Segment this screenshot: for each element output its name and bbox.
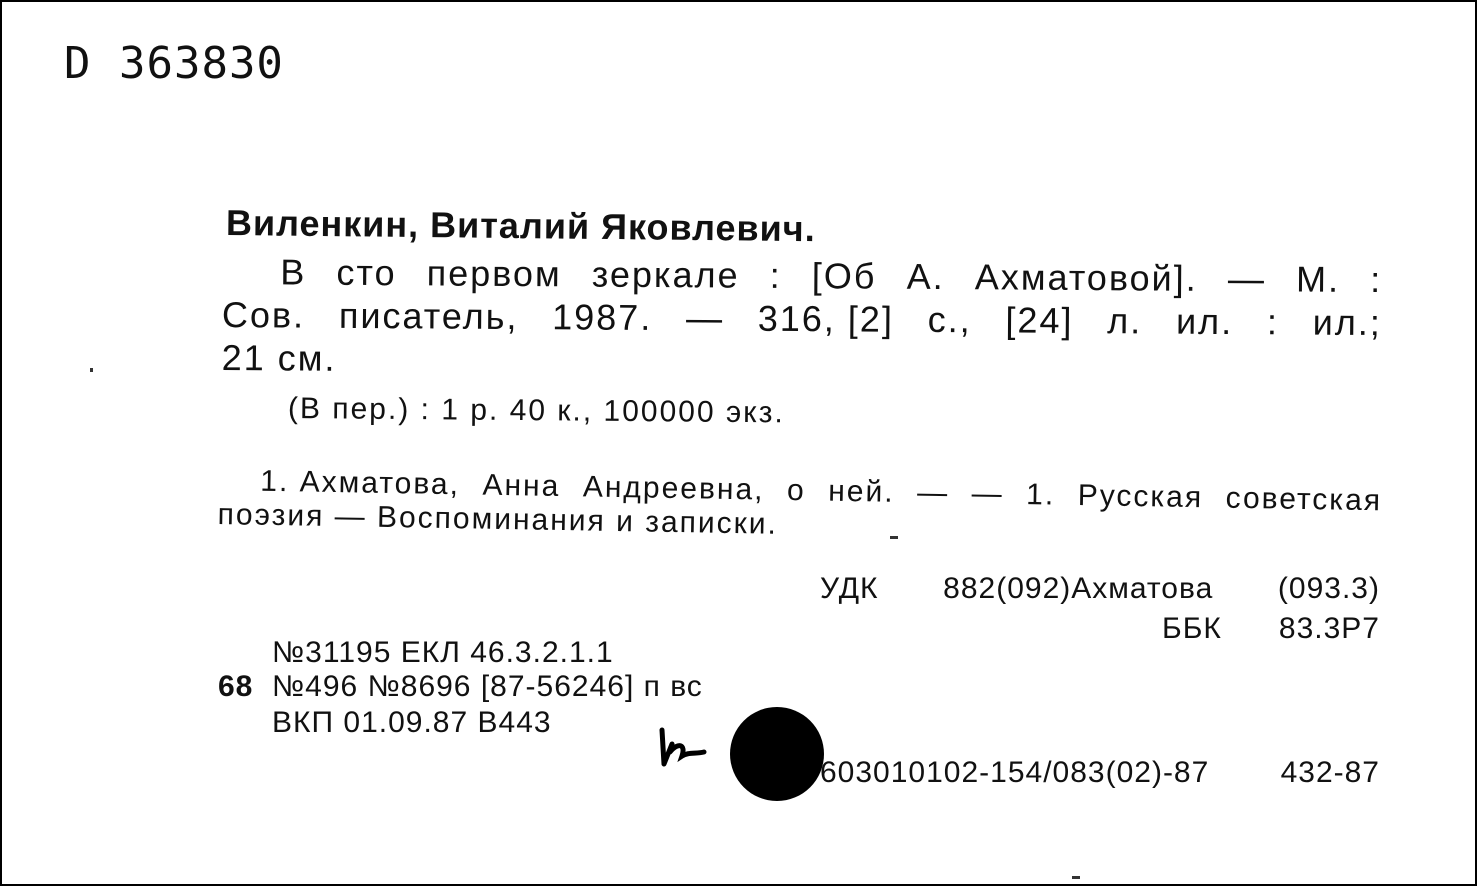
word: 1. Ахматова, xyxy=(260,464,461,502)
bbk-label: ББК xyxy=(1162,612,1222,645)
punch-hole xyxy=(730,707,824,801)
catalog-line: ВКП 01.09.87 В443 xyxy=(272,706,552,739)
subject-headings xyxy=(217,464,1382,552)
binding-price-line: (В пер.) : 1 р. 40 к., 100000 экз. xyxy=(287,392,785,430)
speck xyxy=(890,536,898,539)
publication-number: 432-87 xyxy=(1280,756,1380,789)
inventory-number: D 363830 xyxy=(64,38,284,89)
word: [24] xyxy=(1005,299,1074,341)
word: ил. xyxy=(1175,300,1234,343)
author-heading: Виленкин, Виталий Яковлевич. xyxy=(225,202,816,250)
word: Русская xyxy=(1077,479,1204,515)
word: — xyxy=(916,476,950,510)
bbk-classification xyxy=(1162,612,1380,646)
udc-label: УДК xyxy=(820,572,879,605)
word: : xyxy=(1370,259,1383,301)
publication-code-row xyxy=(820,756,1380,790)
word: с., xyxy=(927,298,972,341)
title-line xyxy=(222,293,1382,344)
speck xyxy=(1072,876,1080,879)
word: писатель, xyxy=(338,294,519,338)
word: : xyxy=(769,254,782,296)
bbk-value: 83.3Р7 xyxy=(1278,612,1380,645)
title-line xyxy=(222,336,1382,387)
word: сто xyxy=(336,251,397,294)
handwritten-initials xyxy=(652,722,712,777)
title-description xyxy=(222,250,1383,387)
word: зеркале xyxy=(591,253,740,296)
udc-extra: (093.3) xyxy=(1277,572,1380,605)
word: 21 см. xyxy=(221,336,337,379)
udc-value: 882(092)Ахматова xyxy=(943,572,1214,605)
word: первом xyxy=(426,252,562,295)
speck xyxy=(90,368,93,372)
catalog-line: №496 №8696 [87-56246] п вс xyxy=(272,670,703,703)
word: ил.; xyxy=(1312,301,1382,344)
word: : xyxy=(1266,301,1280,343)
udc-classification xyxy=(820,572,1380,606)
word: 1987. xyxy=(552,296,653,339)
word: Анна xyxy=(482,468,561,503)
word: М. xyxy=(1295,258,1341,300)
word: — xyxy=(685,297,725,339)
word: — xyxy=(1227,258,1267,300)
word: о xyxy=(786,473,807,508)
word: л. xyxy=(1107,300,1143,342)
catalog-prefix: 68 xyxy=(218,670,254,703)
word: Сов. xyxy=(221,294,306,336)
word: 1. xyxy=(1025,478,1056,512)
word: [Об xyxy=(811,255,877,297)
word: ней. xyxy=(827,474,895,509)
catalog-line: №31195 ЕКЛ 46.3.2.1.1 xyxy=(272,636,614,669)
word: 316, [2] xyxy=(757,297,895,340)
word: В xyxy=(280,251,307,293)
word: советская xyxy=(1225,481,1383,518)
word: — xyxy=(971,477,1004,511)
word: Ахматовой]. xyxy=(974,256,1198,299)
publication-code: 603010102-154/083(02)-87 xyxy=(820,756,1210,789)
word: А. xyxy=(906,255,945,298)
word: Андреевна, xyxy=(582,470,765,507)
word: поэзия — Воспоминания и записки. xyxy=(217,498,779,541)
